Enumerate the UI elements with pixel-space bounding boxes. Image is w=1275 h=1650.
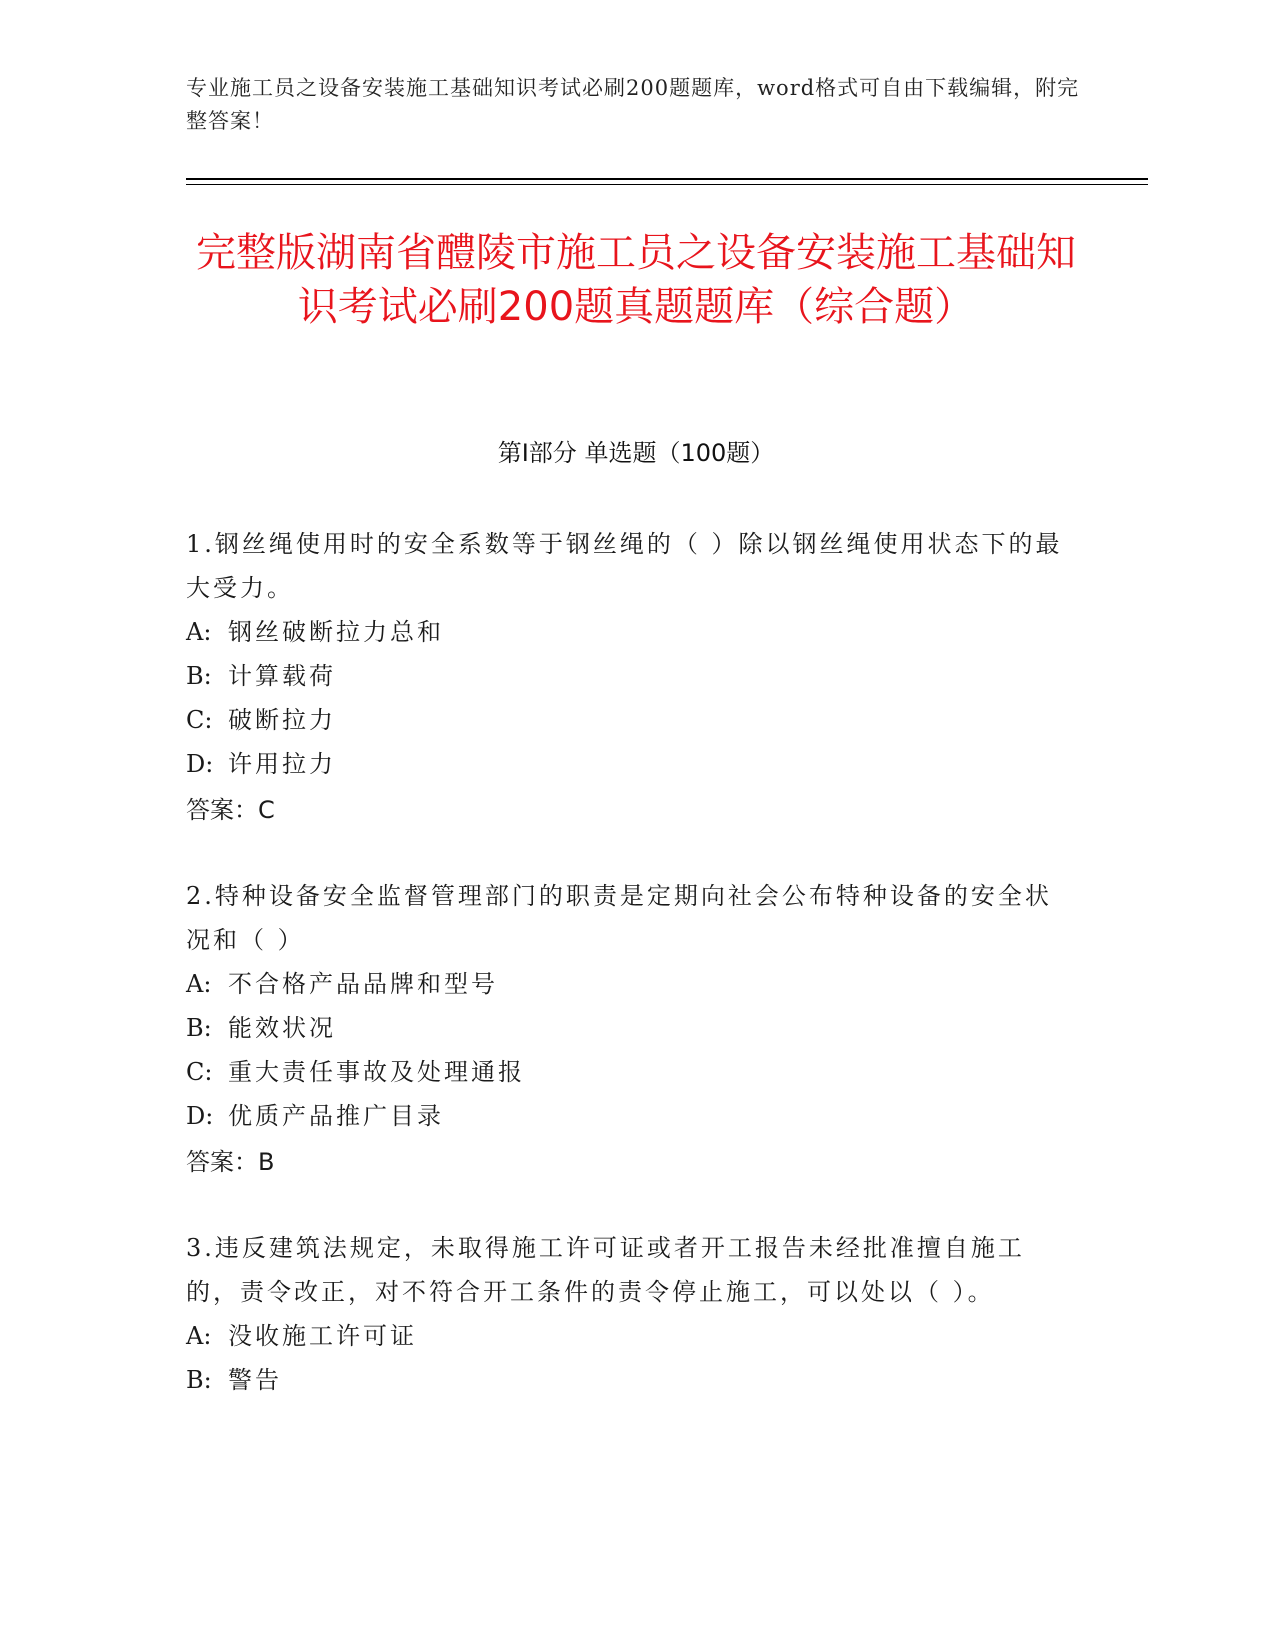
option-b: [186, 1358, 1066, 1402]
option-text: 钢丝破断拉力总和: [228, 618, 444, 646]
option-c: [186, 1050, 1066, 1094]
answer: 答案：B: [186, 1148, 275, 1176]
option-letter: C:: [186, 1058, 213, 1086]
option-c: [186, 698, 1066, 742]
option-letter: A:: [186, 970, 212, 998]
answer: 答案：C: [186, 796, 275, 824]
question-3: [186, 1226, 1066, 1402]
question-stem: 3.违反建筑法规定，未取得施工许可证或者开工报告未经批准擅自施工的，责令改正，对不符合开工条件的责令停止施工，可以处以（ ）。: [186, 1234, 1025, 1306]
option-letter: D:: [186, 750, 214, 778]
option-text: 重大责任事故及处理通报: [228, 1058, 525, 1086]
option-a: [186, 610, 1066, 654]
header-rule-thick: [186, 178, 1148, 180]
option-text: 优质产品推广目录: [228, 1102, 444, 1130]
option-text: 不合格产品品牌和型号: [228, 970, 498, 998]
option-letter: D:: [186, 1102, 214, 1130]
option-d: [186, 1094, 1066, 1138]
option-letter: A:: [186, 618, 212, 646]
option-d: [186, 742, 1066, 786]
header-note: 专业施工员之设备安装施工基础知识考试必刷200题题库，word格式可自由下载编辑，附完整答案！: [186, 76, 1080, 133]
option-a: [186, 1314, 1066, 1358]
option-text: 能效状况: [228, 1014, 336, 1042]
document-title: 完整版湖南省醴陵市施工员之设备安装施工基础知识考试必刷200题真题题库（综合题）: [196, 230, 1076, 330]
option-text: 警告: [228, 1366, 282, 1394]
option-text: 许用拉力: [228, 750, 336, 778]
option-text: 没收施工许可证: [228, 1322, 417, 1350]
question-2: [186, 874, 1066, 1184]
option-text: 破断拉力: [228, 706, 336, 734]
question-1: [186, 522, 1066, 832]
option-letter: B:: [186, 1014, 212, 1042]
option-b: [186, 1006, 1066, 1050]
option-letter: B:: [186, 1366, 212, 1394]
question-list: [186, 522, 1066, 1444]
question-stem: 1.钢丝绳使用时的安全系数等于钢丝绳的（ ）除以钢丝绳使用状态下的最大受力。: [186, 530, 1063, 602]
section-title: 第I部分 单选题（100题）: [497, 439, 775, 467]
option-a: [186, 962, 1066, 1006]
option-b: [186, 654, 1066, 698]
option-letter: B:: [186, 662, 212, 690]
question-stem: 2.特种设备安全监督管理部门的职责是定期向社会公布特种设备的安全状况和（ ）: [186, 882, 1052, 954]
header-rule-thin: [186, 184, 1148, 185]
option-text: 计算载荷: [228, 662, 336, 690]
option-letter: A:: [186, 1322, 212, 1350]
option-letter: C:: [186, 706, 213, 734]
